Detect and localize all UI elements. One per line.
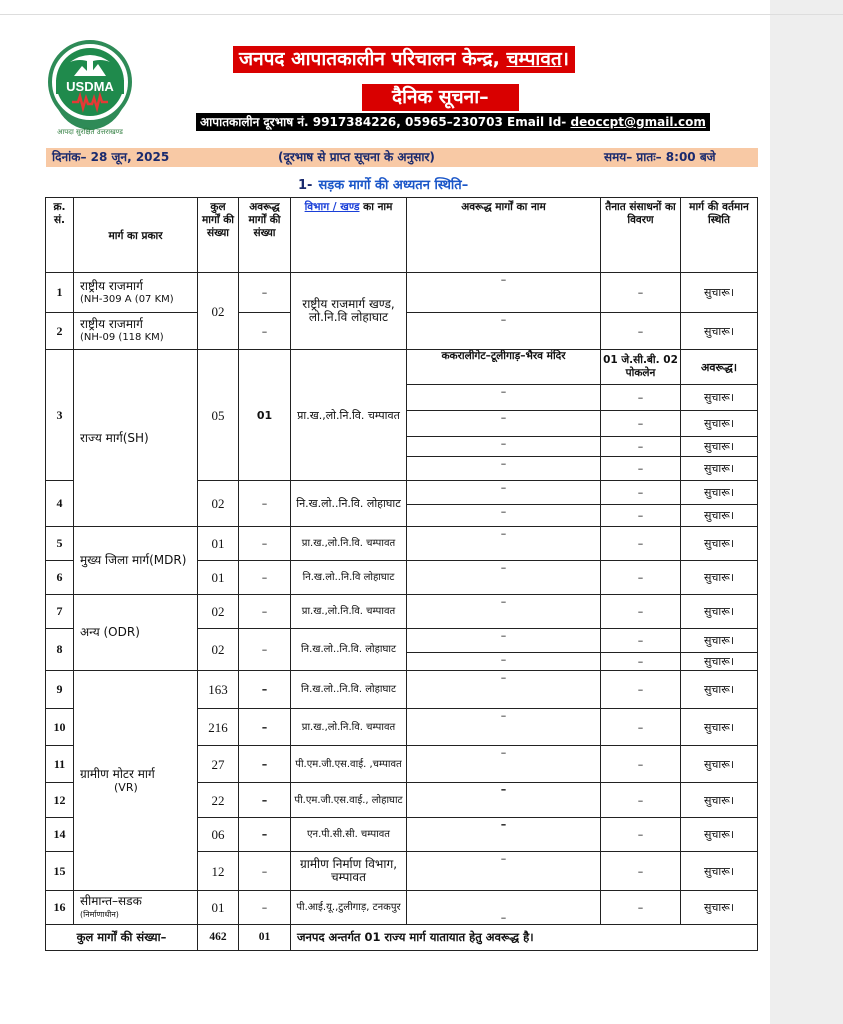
total-roads: 01 bbox=[198, 561, 239, 595]
top-divider bbox=[0, 14, 843, 15]
dept-link[interactable]: विभाग / खण्ड bbox=[304, 201, 360, 213]
report-date: दिनांक– 28 जून, 2025 bbox=[52, 150, 170, 164]
blocked-count: – bbox=[239, 852, 291, 891]
header-status: मार्ग की वर्तमान स्थिति bbox=[681, 198, 758, 273]
road-status: सुचारू। bbox=[681, 411, 758, 437]
table-row bbox=[46, 891, 758, 925]
road-type: ग्रामीण मोटर मार्ग (VR) bbox=[74, 671, 198, 891]
report-source: (दूरभाष से प्राप्त सूचना के अनुसार) bbox=[278, 150, 435, 164]
total-roads: 22 bbox=[198, 783, 239, 818]
department: पी.आई.यू.,टुलीगाड़, टनकपुर bbox=[291, 891, 407, 925]
row-sn: 5 bbox=[46, 527, 74, 561]
blocked-count: – bbox=[239, 629, 291, 671]
department: प्रा.ख.,लो.नि.वि. चम्पावत bbox=[291, 350, 407, 481]
resources: – bbox=[601, 818, 681, 852]
total-roads: 12 bbox=[198, 852, 239, 891]
resources: – bbox=[601, 783, 681, 818]
table-row bbox=[46, 527, 758, 561]
blocked-count: – bbox=[239, 709, 291, 746]
blocked-road: – bbox=[407, 746, 601, 783]
blocked-road: – bbox=[407, 527, 601, 561]
resources: – bbox=[601, 481, 681, 505]
email-link[interactable]: deoccpt@gmail.com bbox=[570, 115, 706, 129]
section-heading: 1- सड़क मार्गो की अध्यतन स्थिति– bbox=[298, 178, 469, 193]
department: पी.एम.जी.एस.वाई., लोहाघाट bbox=[291, 783, 407, 818]
contact-info: आपातकालीन दूरभाष नं. 9917384226, 05965–230703 Email Id- deoccpt@gmail.com bbox=[196, 113, 710, 131]
blocked-count: – bbox=[239, 746, 291, 783]
grand-blocked: 01 bbox=[239, 925, 291, 951]
resources: – bbox=[601, 457, 681, 481]
blocked-count: – bbox=[239, 783, 291, 818]
blocked-count: – bbox=[239, 561, 291, 595]
road-status: सुचारू। bbox=[681, 385, 758, 411]
table-row bbox=[46, 671, 758, 709]
blocked-road: – bbox=[407, 313, 601, 350]
usdma-logo-icon bbox=[44, 40, 136, 140]
road-status: सुचारू। bbox=[681, 595, 758, 629]
resources: – bbox=[601, 852, 681, 891]
blocked-road: – bbox=[407, 561, 601, 595]
report-time: समय– प्रातः– 8:00 बजे bbox=[604, 150, 716, 164]
grand-total: 462 bbox=[198, 925, 239, 951]
resources: – bbox=[601, 437, 681, 457]
total-roads: 02 bbox=[198, 629, 239, 671]
row-sn: 4 bbox=[46, 481, 74, 527]
department: नि.ख.लो..नि.वि. लोहाघाट bbox=[291, 671, 407, 709]
blocked-road: – bbox=[407, 481, 601, 505]
blocked-road: – bbox=[407, 411, 601, 437]
department: पी.एम.जी.एस.वाई. ,चम्पावत bbox=[291, 746, 407, 783]
blocked-count: – bbox=[239, 313, 291, 350]
row-sn: 3 bbox=[46, 350, 74, 481]
row-sn: 14 bbox=[46, 818, 74, 852]
row-sn: 8 bbox=[46, 629, 74, 671]
blocked-count: – bbox=[239, 891, 291, 925]
department: प्रा.ख.,लो.नि.वि. चम्पावत bbox=[291, 595, 407, 629]
blocked-road: – bbox=[407, 653, 601, 671]
info-band bbox=[46, 148, 758, 167]
road-status: सुचारू। bbox=[681, 852, 758, 891]
svg-text:USDMA: USDMA bbox=[66, 79, 114, 94]
row-sn: 9 bbox=[46, 671, 74, 709]
blocked-road: – bbox=[407, 891, 601, 925]
resources: – bbox=[601, 709, 681, 746]
blocked-count: 01 bbox=[239, 350, 291, 481]
department: राष्ट्रीय राजमार्ग खण्ड, लो.नि.वि लोहाघाट bbox=[291, 273, 407, 350]
header-total: कुल मार्गों की संख्या bbox=[198, 198, 239, 273]
resources: – bbox=[601, 561, 681, 595]
row-sn: 6 bbox=[46, 561, 74, 595]
row-sn: 15 bbox=[46, 852, 74, 891]
blocked-count: – bbox=[239, 671, 291, 709]
total-roads: 02 bbox=[198, 595, 239, 629]
road-status: सुचारू। bbox=[681, 505, 758, 527]
road-status: सुचारू। bbox=[681, 561, 758, 595]
total-roads: 01 bbox=[198, 527, 239, 561]
row-sn: 10 bbox=[46, 709, 74, 746]
department: एन.पी.सी.सी. चम्पावत bbox=[291, 818, 407, 852]
blocked-count: – bbox=[239, 481, 291, 527]
total-row bbox=[46, 925, 758, 951]
total-roads: 27 bbox=[198, 746, 239, 783]
road-type: मुख्य जिला मार्ग(MDR) bbox=[74, 527, 198, 595]
blocked-road: – bbox=[407, 671, 601, 709]
total-roads: 163 bbox=[198, 671, 239, 709]
row-sn: 11 bbox=[46, 746, 74, 783]
road-status: सुचारू। bbox=[681, 313, 758, 350]
road-status: सुचारू। bbox=[681, 481, 758, 505]
table-row bbox=[46, 350, 758, 385]
resources: – bbox=[601, 746, 681, 783]
total-roads: 06 bbox=[198, 818, 239, 852]
blocked-road: – bbox=[407, 783, 601, 818]
blocked-road: – bbox=[407, 852, 601, 891]
logo-tagline: आपदा सुरक्षित उत्तराखण्ड bbox=[57, 128, 123, 136]
road-status: सुचारू। bbox=[681, 818, 758, 852]
resources: – bbox=[601, 385, 681, 411]
table-row bbox=[46, 273, 758, 313]
resources: – bbox=[601, 273, 681, 313]
road-status-table bbox=[45, 197, 758, 951]
table-header-row bbox=[46, 198, 758, 273]
road-status: सुचारू। bbox=[681, 783, 758, 818]
blocked-road: – bbox=[407, 629, 601, 653]
resources: – bbox=[601, 313, 681, 350]
road-status: सुचारू। bbox=[681, 629, 758, 653]
blocked-count: – bbox=[239, 527, 291, 561]
road-status: सुचारू। bbox=[681, 437, 758, 457]
resources: 01 जे.सी.बी. 02 पोकलेन bbox=[601, 350, 681, 385]
total-summary: जनपद अन्तर्गत 01 राज्य मार्ग यातायात हेतु अवरूद्ध है। bbox=[291, 925, 758, 951]
total-roads: 216 bbox=[198, 709, 239, 746]
blocked-road: – bbox=[407, 595, 601, 629]
road-status: सुचारू। bbox=[681, 746, 758, 783]
header-blocked-names: अवरूद्ध मार्गों का नाम bbox=[407, 198, 601, 273]
blocked-road: ककरालीगेट–टूलीगाड़–भैरव मंदिर bbox=[407, 350, 601, 385]
header-sn: क्र. सं. bbox=[46, 198, 74, 273]
road-type: राज्य मार्ग(SH) bbox=[74, 350, 198, 527]
road-status-blocked: अवरूद्ध। bbox=[681, 350, 758, 385]
blocked-count: – bbox=[239, 273, 291, 313]
row-sn: 2 bbox=[46, 313, 74, 350]
row-sn: 12 bbox=[46, 783, 74, 818]
department: नि.ख.लो..नि.वि. लोहाघाट bbox=[291, 481, 407, 527]
road-type: राष्ट्रीय राजमार्ग (NH-309 A (07 KM) bbox=[74, 273, 198, 313]
road-status: सुचारू। bbox=[681, 527, 758, 561]
road-status: सुचारू। bbox=[681, 891, 758, 925]
road-status: सुचारू। bbox=[681, 653, 758, 671]
road-status: सुचारू। bbox=[681, 709, 758, 746]
resources: – bbox=[601, 671, 681, 709]
total-roads: 05 bbox=[198, 350, 239, 481]
resources: – bbox=[601, 653, 681, 671]
blocked-road: – bbox=[407, 273, 601, 313]
department: नि.ख.लो..नि.वि लोहाघाट bbox=[291, 561, 407, 595]
row-sn: 1 bbox=[46, 273, 74, 313]
row-sn: 7 bbox=[46, 595, 74, 629]
blocked-road: – bbox=[407, 457, 601, 481]
total-roads: 02 bbox=[198, 481, 239, 527]
blocked-road: – bbox=[407, 505, 601, 527]
department: ग्रामीण निर्माण विभाग, चम्पावत bbox=[291, 852, 407, 891]
blocked-road: – bbox=[407, 818, 601, 852]
resources: – bbox=[601, 629, 681, 653]
header-type: मार्ग का प्रकार bbox=[74, 198, 198, 273]
department: नि.ख.लो..नि.वि. लोहाघाट bbox=[291, 629, 407, 671]
road-status: सुचारू। bbox=[681, 457, 758, 481]
blocked-road: – bbox=[407, 709, 601, 746]
blocked-count: – bbox=[239, 818, 291, 852]
table-row bbox=[46, 595, 758, 629]
road-status: सुचारू। bbox=[681, 273, 758, 313]
header-dept: विभाग / खण्ड का नाम bbox=[291, 198, 407, 273]
blocked-count: – bbox=[239, 595, 291, 629]
header-blocked: अवरूद्ध मार्गों की संख्या bbox=[239, 198, 291, 273]
total-roads: 02 bbox=[198, 273, 239, 350]
total-label: कुल मार्गों की संख्या– bbox=[46, 925, 198, 951]
resources: – bbox=[601, 891, 681, 925]
resources: – bbox=[601, 595, 681, 629]
resources: – bbox=[601, 527, 681, 561]
row-sn: 16 bbox=[46, 891, 74, 925]
road-status: सुचारू। bbox=[681, 671, 758, 709]
road-type: राष्ट्रीय राजमार्ग (NH-09 (118 KM) bbox=[74, 313, 198, 350]
total-roads: 01 bbox=[198, 891, 239, 925]
page-subtitle: दैनिक सूचना– bbox=[362, 84, 519, 111]
road-type: सीमान्त–सडक (निर्माणाधीन) bbox=[74, 891, 198, 925]
department: प्रा.ख.,लो.नि.वि. चम्पावत bbox=[291, 527, 407, 561]
road-type: अन्य (ODR) bbox=[74, 595, 198, 671]
page-title: जनपद आपातकालीन परिचालन केन्द्र, चम्पावत। bbox=[233, 46, 575, 73]
resources: – bbox=[601, 411, 681, 437]
resources: – bbox=[601, 505, 681, 527]
blocked-road: – bbox=[407, 437, 601, 457]
header-resources: तैनात संसाधनों का विवरण bbox=[601, 198, 681, 273]
blocked-road: – bbox=[407, 385, 601, 411]
department: प्रा.ख.,लो.नि.वि. चम्पावत bbox=[291, 709, 407, 746]
